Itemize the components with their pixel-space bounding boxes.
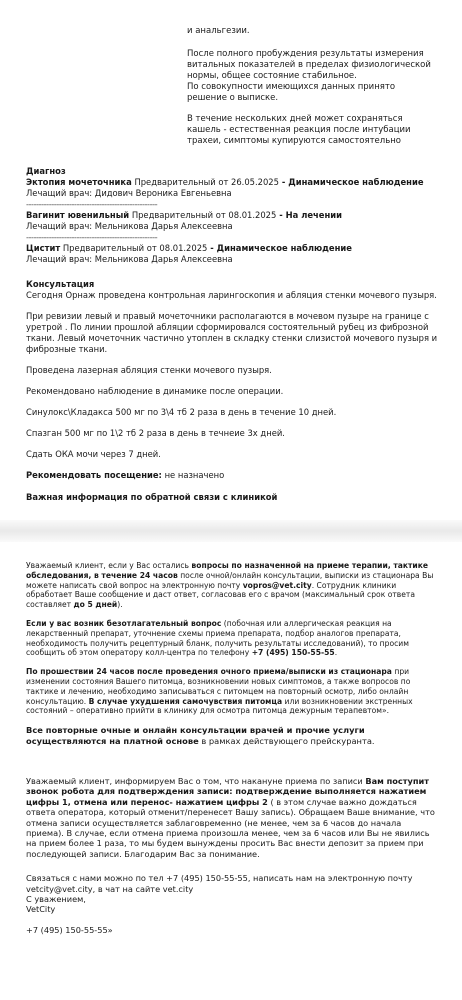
- intro-paragraph: В течение нескольких дней может сохраняться кашель - естественная реакция после интубации трахеи, симптомы купируются самостоятельно: [187, 114, 411, 146]
- visit-label: Рекомендовать посещение:: [26, 470, 162, 480]
- notice-text: . Сотрудник клиники обработает Ваше сообщение и даст ответ, согласовав его с врачом (максимальный срок ответа составляет: [26, 580, 415, 610]
- notice-bold: вопросы по назначенной на приеме терапии, тактике обследования, в течение 24 часов: [26, 561, 429, 580]
- diagnosis-status: - Динамическое наблюдение: [278, 177, 424, 187]
- notice-paragraph: [26, 776, 436, 859]
- attending-doctor: Лечащий врач: Мельникова Дарья Алексеевна: [26, 221, 233, 231]
- page-separator: [0, 520, 462, 542]
- consult-heading: Консультация: [26, 279, 95, 289]
- prescription: Синулокс\Кладакса 500 мг по 3\4 тб 2 раза в день в течение 10 дней.: [26, 407, 337, 417]
- notice-text: в рамках действующего прейскуранта.: [198, 735, 375, 746]
- notice-text: Уважаемый клиент, если у Вас остались: [26, 561, 192, 570]
- notice-text: после очной/онлайн консультации, выписки из стационара Вы можете написать свой вопрос на электронную почту: [26, 570, 434, 590]
- robot-call-notice: [26, 776, 436, 944]
- notice-text: (побочная или аллергическая реакция на лекарственный препарат, уточнение схемы приема препарата, подбор аналогов препарата, необходимость получить рецептурный бланк, получить результаты исследований), то просим сообщить об этом оператору колл-центра по телефону: [26, 618, 409, 658]
- diagnosis-date: Предварительный от 26.05.2025: [134, 177, 279, 187]
- notice-paragraph: [26, 561, 436, 610]
- diagnosis-name: Цистит: [26, 243, 61, 253]
- cut-off-line: и анальгезии.: [187, 28, 250, 34]
- notice-text: при изменении состояния Вашего питомца, возникновении новых симптомов, а также вопросов по тактике и лечению, необходимо записываться с питомцем на повторный осмотр, либо онлайн консультацию.: [26, 667, 411, 706]
- email-link[interactable]: vopros@vet.city: [242, 580, 312, 590]
- attending-doctor: Лечащий врач: Мельникова Дарья Алексеевна: [26, 254, 233, 264]
- notice-bold: до 5 дней: [73, 600, 118, 610]
- diagnosis-status: - На лечении: [276, 210, 342, 220]
- notice-text: .: [334, 648, 338, 658]
- diagnosis-date: Предварительный от 08.01.2025: [131, 210, 277, 220]
- intro-paragraph: По совокупности имеющихся данных принято решение о выписке.: [187, 82, 396, 103]
- intro-paragraph: После полного пробуждения результаты измерения витальных показателей в пределах физиологической нормы, общее состояние стабильное.: [187, 49, 431, 81]
- sign-off: С уважением,: [26, 894, 86, 905]
- notice-bold: По прошествии 24 часов после проведения очного приема/выписки из стационара: [26, 667, 392, 677]
- clinic-phone[interactable]: +7 (495) 150-55-55»: [26, 924, 113, 935]
- consult-paragraph: Проведена лазерная абляция стенки мочевого пузыря.: [26, 365, 272, 375]
- visit-value: не назначено: [161, 470, 225, 480]
- discharge-notes: [187, 28, 437, 157]
- notice-paragraph: [26, 725, 436, 746]
- diagnosis-heading: Диагноз: [26, 166, 66, 176]
- diagnosis-item: [26, 177, 446, 188]
- clinic-notice: [26, 561, 436, 755]
- notice-text: ( в этом случае важно дождаться ответа оператора, который отменит/перенесет Вашу запись). Обращаем Ваше внимание, что отмена записи осуществляется заблаговременно (не менее, чем за 6 часов до начала приема). В случае, если отмена приема произошла менее, чем за 6 часов или Вы не явились на прием более 1 раза, то мы будем вынуждены просить Вас внести депозит за прием при последующей записи. Благодарим Вас за понимание.: [26, 796, 435, 859]
- feedback-heading: Важная информация по обратной связи с клиникой: [26, 492, 278, 502]
- notice-bold: Если у вас возник безотлагательный вопрос: [26, 618, 222, 628]
- attending-doctor: Лечащий врач: Дидович Вероника Евгеньевна: [26, 188, 232, 198]
- divider: ----------------------------------------------------: [26, 199, 158, 209]
- notice-bold: В случае ухудшения самочувствия питомца: [88, 696, 283, 706]
- consult-paragraph: При ревизии левый и правый мочеточники располагаются в мочевом пузыре на границе с уретрой . По линии прошлой абляции сформировался состоятельный рубец из фиброзной ткани. Левый мочеточник частично утоплен в складку стенки слизистой мочевого пузыря и фиброзные ткани.: [26, 311, 438, 354]
- diagnosis-section: [26, 166, 446, 503]
- notice-bold: Все повторные очные и онлайн консультации врачей и прочие услуги осуществляются на платной основе: [26, 725, 365, 746]
- divider: ----------------------------------------------------: [26, 232, 158, 242]
- diagnosis-date: Предварительный от 08.01.2025: [62, 243, 208, 253]
- notice-bold: Вам поступит звонок робота для подтверждения записи: подтверждение выполняется нажатием цифры 1, отмена или перенос- нажатием цифры 2: [26, 776, 429, 807]
- notice-text: Уважаемый клиент, информируем Вас о том, что накануне приема по записи: [26, 776, 366, 786]
- diagnosis-name: Эктопия мочеточника: [26, 177, 132, 187]
- contact-info: Связаться с нами можно по тел +7 (495) 150-55-55, написать нам на электронную почту vetcity@vet.city, в чат на сайте vet.city: [26, 873, 413, 894]
- notice-paragraph: [26, 619, 436, 658]
- diagnosis-status: - Динамическое наблюдение: [207, 243, 352, 253]
- phone-link[interactable]: +7 (495) 150-55-55: [251, 648, 335, 658]
- visit-recommendation: [26, 470, 446, 481]
- prescription: Сдать ОКА мочи через 7 дней.: [26, 449, 161, 459]
- diagnosis-name: Вагинит ювенильный: [26, 210, 130, 220]
- notice-text: или возникновении экстренных состояний – оперативно прийти в клинику для осмотра питомца дежурным терапевтом».: [26, 696, 413, 716]
- clinic-name: VetCity: [26, 904, 56, 915]
- diagnosis-item: [26, 210, 446, 221]
- consult-paragraph: Сегодня Орнаж проведена контрольная ларингоскопия и абляция стенки мочевого пузыря.: [26, 290, 437, 300]
- prescription: Спазган 500 мг по 1\2 тб 2 раза в день в течнеие 3х дней.: [26, 428, 285, 438]
- diagnosis-item: [26, 243, 446, 254]
- notice-paragraph: [26, 667, 436, 716]
- consult-paragraph: Рекомендовано наблюдение в динамике после операции.: [26, 386, 284, 396]
- notice-text: ).: [117, 600, 123, 610]
